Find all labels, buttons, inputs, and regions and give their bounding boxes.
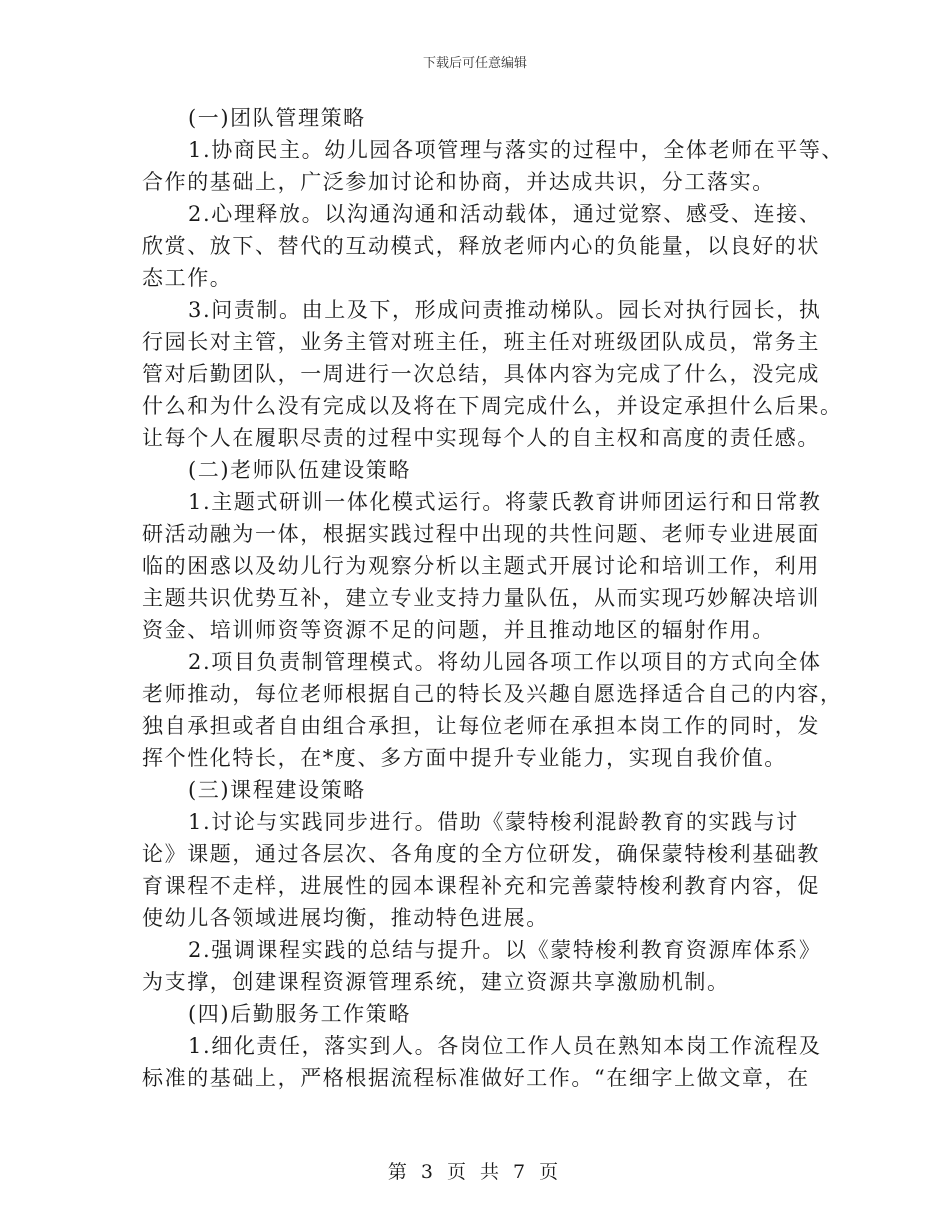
paragraph-line: 什么和为什么没有完成以及将在下周完成什么，并设定承担什么后果。 [142,394,843,418]
paragraph-line: 2.强调课程实践的总结与提升。以《蒙特梭利教育资源库体系》 [188,938,822,962]
section-heading-1: (一)团队管理策略 [188,106,366,130]
paragraph-line: 3.问责制。由上及下，形成问责推动梯队。园长对执行园长，执 [188,298,822,322]
paragraph-line: 为支撑，创建课程资源管理系统，建立资源共享激励机制。 [142,970,730,994]
paragraph-line: 论》课题，通过各层次、各角度的全方位研发，确保蒙特梭利基础教 [142,842,820,866]
paragraph-line: 老师推动，每位老师根据自己的特长及兴趣自愿选择适合自己的内容， [142,682,843,706]
header-note: 下载后可任意编辑 [422,56,527,71]
paragraph-line: 态工作。 [142,266,233,290]
paragraph-line: 使幼儿各领域进展均衡，推动特色进展。 [142,906,549,930]
paragraph-line: 合作的基础上，广泛参加讨论和协商，并达成共识，分工落实。 [142,170,775,194]
paragraph-line: 让每个人在履职尽责的过程中实现每个人的自主权和高度的责任感。 [142,426,820,450]
paragraph-line: 育课程不走样，进展性的园本课程补充和完善蒙特梭利教育内容，促 [142,874,820,898]
paragraph-line: 资金、培训师资等资源不足的问题，并且推动地区的辐射作用。 [142,618,775,642]
section-heading-3: (三)课程建设策略 [188,778,366,802]
paragraph-line: 管对后勤团队，一周进行一次总结，具体内容为完成了什么，没完成 [142,362,820,386]
paragraph-line: 欣赏、放下、替代的互动模式，释放老师内心的负能量，以良好的状 [142,234,820,258]
section-heading-2: (二)老师队伍建设策略 [188,458,411,482]
paragraph-line: 主题共识优势互补，建立专业支持力量队伍，从而实现巧妙解决培训 [142,586,820,610]
paragraph-line: 1.细化责任，落实到人。各岗位工作人员在熟知本岗工作流程及 [188,1034,822,1058]
paragraph-line: 标准的基础上，严格根据流程标准做好工作。“在细字上做文章，在 [142,1066,810,1090]
document-body [142,102,845,1094]
paragraph-line: 行园长对主管，业务主管对班主任，班主任对班级团队成员，常务主 [142,330,820,354]
paragraph-line: 临的困惑以及幼儿行为观察分析以主题式开展讨论和培训工作，利用 [142,554,820,578]
paragraph-line: 1.讨论与实践同步进行。借助《蒙特梭利混龄教育的实践与讨 [188,810,799,834]
paragraph-line: 1.协商民主。幼儿园各项管理与落实的过程中，全体老师在平等、 [188,138,845,162]
paragraph-line: 2.项目负责制管理模式。将幼儿园各项工作以项目的方式向全体 [188,650,822,674]
section-heading-4: (四)后勤服务工作策略 [188,1002,411,1026]
page-number: 第 3 页 共 7 页 [387,1161,563,1183]
paragraph-line: 研活动融为一体，根据实践过程中出现的共性问题、老师专业进展面 [142,522,820,546]
paragraph-line: 2.心理释放。以沟通沟通和活动载体，通过觉察、感受、连接、 [188,202,822,226]
paragraph-line: 1.主题式研训一体化模式运行。将蒙氏教育讲师团运行和日常教 [188,490,822,514]
paragraph-line: 挥个性化特长，在*度、多方面中提升专业能力，实现自我价值。 [142,746,787,770]
paragraph-line: 独自承担或者自由组合承担，让每位老师在承担本岗工作的同时，发 [142,714,820,738]
